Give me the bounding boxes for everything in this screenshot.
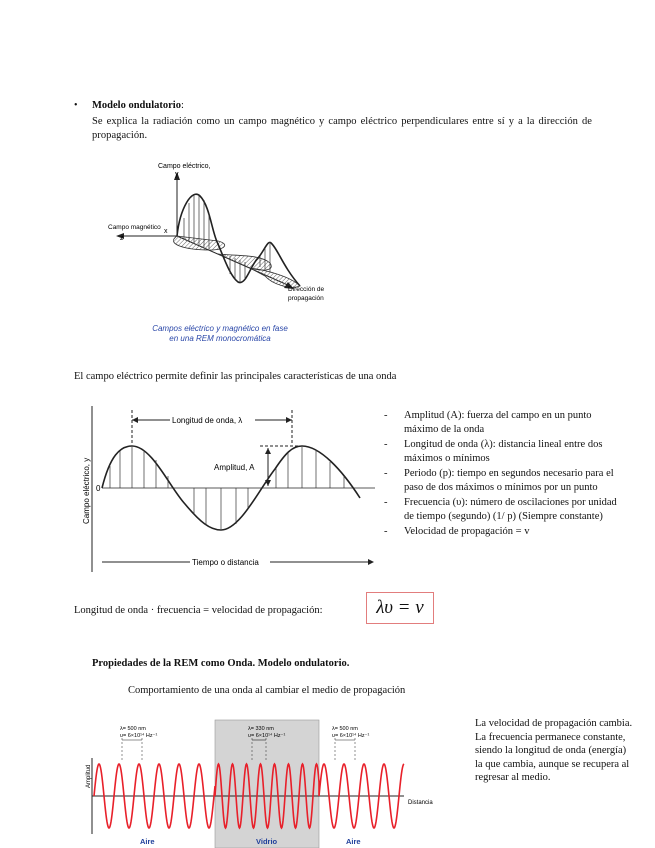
list-item-text: Velocidad de propagación = v: [404, 526, 530, 537]
list-dash: -: [384, 526, 388, 537]
label-electric: Campo eléctrico,: [158, 163, 211, 170]
medium-annotation: [120, 726, 157, 762]
figure1-caption: [130, 324, 310, 344]
freq-label: υ= 6×10¹⁴ Hz⁻¹: [120, 733, 158, 739]
list-dash: -: [384, 468, 388, 479]
section2-subtitle: Comportamiento de una onda al cambiar el medio de propagación: [128, 685, 406, 696]
list-item: [384, 438, 620, 465]
label-magnetic: Campo magnético: [108, 224, 161, 231]
section-body: Se explica la radiación como un campo magnético y campo eléctrico perpendiculares entre sí y a la dirección de propagación.: [92, 116, 592, 141]
formula-equation: λυ = v: [366, 592, 434, 624]
amplitude-label: Amplitud, A: [214, 463, 255, 472]
section-title: [92, 99, 184, 113]
paragraph-electric-field: El campo eléctrico permite definir las principales características de una onda: [74, 371, 397, 382]
caption-line-1: Campos eléctrico y magnético en fase: [152, 324, 288, 333]
label-x: x: [164, 228, 168, 235]
list-item-text: Frecuencia (υ): número de oscilaciones por unidad de tiempo (segundo) (1/ p) (Siempre constante): [404, 497, 617, 522]
section-title-colon: :: [180, 100, 184, 111]
list-item: [384, 467, 620, 494]
wave-characteristics-figure: [80, 404, 380, 579]
section2-title: Propiedades de la REM como Onda. Modelo ondulatorio.: [92, 658, 350, 669]
formula-text: Longitud de onda · frecuencia = velocidad de propagación:: [74, 605, 323, 616]
bullet: •: [74, 100, 78, 111]
lambda-label: λ= 500 nm: [332, 726, 358, 732]
zero-label: 0: [96, 484, 101, 493]
list-item: [384, 525, 620, 539]
x-axis-label: Tiempo o distancia: [192, 558, 259, 567]
list-item-text: Periodo (p): tiempo en segundos necesario para el paso de dos máximos o mínimos por un punto: [404, 468, 614, 493]
freq-label: υ= 6×10¹⁴ Hz⁻¹: [248, 733, 286, 739]
section-title-text: Modelo ondulatorio: [92, 100, 181, 111]
list-dash: -: [384, 410, 388, 421]
lambda-label: λ= 500 nm: [120, 726, 146, 732]
properties-list: [384, 409, 620, 541]
y-axis-label: Campo eléctrico, y: [82, 457, 91, 524]
media-wave-figure: [82, 718, 442, 848]
medium-name: Aire: [346, 837, 361, 846]
label-direction-2: propagación: [288, 295, 324, 302]
x-axis-label: Distancia: [408, 800, 433, 806]
freq-label: υ= 6×10¹⁴ Hz⁻¹: [332, 733, 370, 739]
list-item-text: Amplitud (A): fuerza del campo en un punto máximo de la onda: [404, 410, 592, 435]
label-z: z: [120, 235, 124, 242]
y-axis-label: Amplitud: [86, 764, 92, 788]
right-paragraph: La velocidad de propagación cambia. La frecuencia permanece constante, siendo la longitud de onda (energía) la que cambia, aunque se recupera al regresar al medio.: [475, 718, 633, 783]
em-wave-figure: [100, 158, 340, 323]
medium-name: Vidrio: [256, 837, 278, 846]
list-dash: -: [384, 497, 388, 508]
list-dash: -: [384, 439, 388, 450]
list-item: [384, 496, 620, 523]
list-item: [384, 409, 620, 436]
label-y: y: [175, 171, 179, 178]
medium-name: Aire: [140, 837, 155, 846]
medium-annotation: [332, 726, 369, 762]
wavelength-label: Longitud de onda, λ: [172, 416, 243, 425]
list-item-text: Longitud de onda (λ): distancia lineal entre dos máximos o mínimos: [404, 439, 603, 464]
caption-line-2: en una REM monocromática: [169, 334, 271, 343]
label-direction-1: Dirección de: [288, 286, 325, 293]
lambda-label: λ= 330 nm: [248, 726, 274, 732]
